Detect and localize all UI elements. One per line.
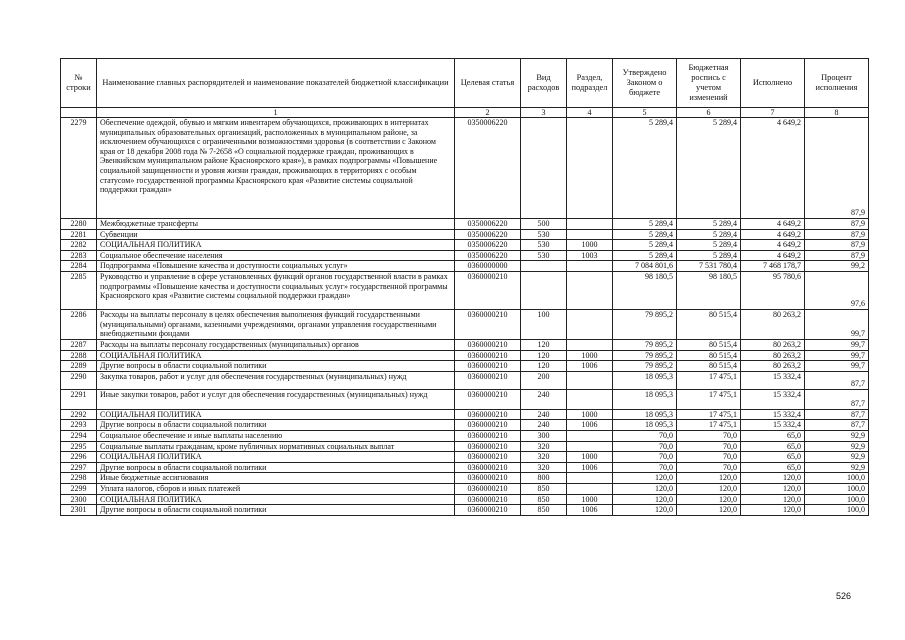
- row-name-cell: Другие вопросы в области социальной политики: [97, 361, 455, 372]
- row-number-cell: 2279: [61, 118, 97, 219]
- executed-cell: 65,0: [741, 441, 805, 452]
- executed-cell: 4 649,2: [741, 219, 805, 230]
- executed-cell: 15 332,4: [741, 371, 805, 389]
- percent-cell: 92,9: [805, 452, 869, 463]
- percent-cell: 87,7: [805, 389, 869, 409]
- target-article-cell: 0350006220: [455, 219, 521, 230]
- section-cell: 1006: [567, 420, 613, 431]
- header-executed: Исполнено: [741, 59, 805, 108]
- approved-cell: 79 895,2: [613, 309, 677, 339]
- row-number-cell: 2291: [61, 389, 97, 409]
- budget-document: [60, 58, 868, 516]
- percent-cell: 99,7: [805, 361, 869, 372]
- budget-list-cell: 70,0: [677, 462, 741, 473]
- expense-type-cell: 530: [521, 229, 567, 240]
- percent-cell: 97,6: [805, 271, 869, 309]
- table-row: [61, 371, 869, 389]
- expense-type-cell: 240: [521, 420, 567, 431]
- percent-cell: 87,9: [805, 219, 869, 230]
- table-row: [61, 430, 869, 441]
- row-name-cell: Другие вопросы в области социальной политики: [97, 420, 455, 431]
- approved-cell: 79 895,2: [613, 339, 677, 350]
- executed-cell: 7 468 178,7: [741, 261, 805, 272]
- budget-list-cell: 7 531 780,4: [677, 261, 741, 272]
- budget-list-cell: 120,0: [677, 505, 741, 516]
- row-number-cell: 2280: [61, 219, 97, 230]
- header-budget-list: Бюджетная роспись с учетом изменений: [677, 59, 741, 108]
- row-number-cell: 2283: [61, 250, 97, 261]
- table-row: [61, 483, 869, 494]
- row-number-cell: 2295: [61, 441, 97, 452]
- row-number-cell: 2300: [61, 494, 97, 505]
- header-section: Раздел, подраздел: [567, 59, 613, 108]
- row-name-cell: Социальное обеспечение и иные выплаты населению: [97, 430, 455, 441]
- executed-cell: 4 649,2: [741, 229, 805, 240]
- approved-cell: 18 095,3: [613, 420, 677, 431]
- budget-list-cell: 120,0: [677, 473, 741, 484]
- expense-type-cell: 320: [521, 462, 567, 473]
- section-cell: 1000: [567, 350, 613, 361]
- executed-cell: 65,0: [741, 452, 805, 463]
- percent-cell: 99,7: [805, 309, 869, 339]
- row-number-cell: 2293: [61, 420, 97, 431]
- approved-cell: 5 289,4: [613, 250, 677, 261]
- row-name-cell: Социальное обеспечение населения: [97, 250, 455, 261]
- budget-list-cell: 120,0: [677, 483, 741, 494]
- target-article-cell: 0350006220: [455, 250, 521, 261]
- executed-cell: 95 780,6: [741, 271, 805, 309]
- approved-cell: 5 289,4: [613, 219, 677, 230]
- section-cell: 1000: [567, 494, 613, 505]
- approved-cell: 120,0: [613, 483, 677, 494]
- percent-cell: 92,9: [805, 430, 869, 441]
- column-number: 6: [677, 108, 741, 118]
- row-number-cell: 2299: [61, 483, 97, 494]
- expense-type-cell: 120: [521, 361, 567, 372]
- column-number: 2: [455, 108, 521, 118]
- expense-type-cell: 240: [521, 409, 567, 420]
- row-name-cell: Подпрограмма «Повышение качества и доступности социальных услуг»: [97, 261, 455, 272]
- section-cell: [567, 118, 613, 219]
- approved-cell: 120,0: [613, 494, 677, 505]
- column-number: 8: [805, 108, 869, 118]
- target-article-cell: 0360000210: [455, 350, 521, 361]
- approved-cell: 79 895,2: [613, 361, 677, 372]
- row-name-cell: Расходы на выплаты персоналу государственных (муниципальных) органов: [97, 339, 455, 350]
- approved-cell: 18 095,3: [613, 371, 677, 389]
- header-target-article: Целевая статья: [455, 59, 521, 108]
- target-article-cell: 0360000210: [455, 361, 521, 372]
- table-row: [61, 229, 869, 240]
- row-name-cell: Закупка товаров, работ и услуг для обеспечения государственных (муниципальных) нужд: [97, 371, 455, 389]
- section-cell: [567, 309, 613, 339]
- table-row: [61, 240, 869, 251]
- percent-cell: 100,0: [805, 505, 869, 516]
- executed-cell: 80 263,2: [741, 361, 805, 372]
- approved-cell: 18 095,3: [613, 389, 677, 409]
- row-name-cell: Субвенции: [97, 229, 455, 240]
- row-number-cell: 2296: [61, 452, 97, 463]
- expense-type-cell: 850: [521, 505, 567, 516]
- percent-cell: 100,0: [805, 473, 869, 484]
- row-number-cell: 2297: [61, 462, 97, 473]
- table-row: [61, 505, 869, 516]
- expense-type-cell: 120: [521, 339, 567, 350]
- row-name-cell: Руководство и управление в сфере установленных функций органов государственной власти в рамках подпрограммы «Повышение качества и доступности социальных услуг» государственной программы Красноярского края «Развитие системы социальной поддержки граждан»: [97, 271, 455, 309]
- approved-cell: 79 895,2: [613, 350, 677, 361]
- row-number-cell: 2301: [61, 505, 97, 516]
- row-number-cell: 2292: [61, 409, 97, 420]
- column-number: 7: [741, 108, 805, 118]
- budget-list-cell: 70,0: [677, 452, 741, 463]
- expense-type-cell: 120: [521, 350, 567, 361]
- budget-list-cell: 17 475,1: [677, 409, 741, 420]
- column-number: 5: [613, 108, 677, 118]
- table-header-row: [61, 59, 869, 108]
- expense-type-cell: 300: [521, 430, 567, 441]
- budget-list-cell: 120,0: [677, 494, 741, 505]
- target-article-cell: 0360000210: [455, 309, 521, 339]
- table-row: [61, 462, 869, 473]
- budget-list-cell: 80 515,4: [677, 350, 741, 361]
- table-row: [61, 441, 869, 452]
- budget-list-cell: 70,0: [677, 441, 741, 452]
- header-name: Наименование главных распорядителей и наименование показателей бюджетной классификации: [97, 59, 455, 108]
- expense-type-cell: 530: [521, 240, 567, 251]
- row-number-cell: 2290: [61, 371, 97, 389]
- target-article-cell: 0360000210: [455, 430, 521, 441]
- budget-list-cell: 5 289,4: [677, 229, 741, 240]
- table-row: [61, 473, 869, 484]
- approved-cell: 70,0: [613, 462, 677, 473]
- row-number-cell: 2285: [61, 271, 97, 309]
- expense-type-cell: 320: [521, 441, 567, 452]
- executed-cell: 120,0: [741, 494, 805, 505]
- section-cell: [567, 371, 613, 389]
- target-article-cell: 0360000210: [455, 494, 521, 505]
- executed-cell: 120,0: [741, 483, 805, 494]
- percent-cell: 87,7: [805, 420, 869, 431]
- executed-cell: 15 332,4: [741, 389, 805, 409]
- table-row: [61, 219, 869, 230]
- target-article-cell: 0350006220: [455, 229, 521, 240]
- section-cell: [567, 261, 613, 272]
- executed-cell: 4 649,2: [741, 118, 805, 219]
- row-name-cell: Расходы на выплаты персоналу в целях обеспечения выполнения функций государственными (муниципальными) органами, казенными учреждениями, органами управления государственными внебюджетными фондами: [97, 309, 455, 339]
- row-name-cell: Уплата налогов, сборов и иных платежей: [97, 483, 455, 494]
- table-row: [61, 118, 869, 219]
- percent-cell: 87,9: [805, 229, 869, 240]
- approved-cell: 7 084 801,6: [613, 261, 677, 272]
- expense-type-cell: 850: [521, 483, 567, 494]
- expense-type-cell: 100: [521, 309, 567, 339]
- row-name-cell: Другие вопросы в области социальной политики: [97, 505, 455, 516]
- section-cell: [567, 229, 613, 240]
- percent-cell: 99,7: [805, 339, 869, 350]
- approved-cell: 5 289,4: [613, 240, 677, 251]
- table-row: [61, 389, 869, 409]
- target-article-cell: 0360000210: [455, 462, 521, 473]
- section-cell: 1000: [567, 452, 613, 463]
- budget-list-cell: 80 515,4: [677, 339, 741, 350]
- percent-cell: 87,9: [805, 118, 869, 219]
- target-article-cell: 0360000210: [455, 339, 521, 350]
- column-numbers-row: [61, 108, 869, 118]
- executed-cell: 80 263,2: [741, 350, 805, 361]
- header-approved: Утверждено Законом о бюджете: [613, 59, 677, 108]
- section-cell: [567, 441, 613, 452]
- target-article-cell: 0360000210: [455, 389, 521, 409]
- section-cell: 1006: [567, 505, 613, 516]
- executed-cell: 15 332,4: [741, 409, 805, 420]
- budget-list-cell: 5 289,4: [677, 118, 741, 219]
- executed-cell: 65,0: [741, 462, 805, 473]
- budget-list-cell: 80 515,4: [677, 309, 741, 339]
- budget-list-cell: 5 289,4: [677, 240, 741, 251]
- row-name-cell: Иные закупки товаров, работ и услуг для обеспечения государственных (муниципальных) нужд: [97, 389, 455, 409]
- row-name-cell: Социальные выплаты гражданам, кроме публичных нормативных социальных выплат: [97, 441, 455, 452]
- approved-cell: 98 180,5: [613, 271, 677, 309]
- approved-cell: 70,0: [613, 430, 677, 441]
- table-row: [61, 420, 869, 431]
- row-number-cell: 2286: [61, 309, 97, 339]
- table-row: [61, 339, 869, 350]
- expense-type-cell: 320: [521, 452, 567, 463]
- approved-cell: 5 289,4: [613, 118, 677, 219]
- approved-cell: 120,0: [613, 505, 677, 516]
- expense-type-cell: [521, 261, 567, 272]
- row-name-cell: СОЦИАЛЬНАЯ ПОЛИТИКА: [97, 350, 455, 361]
- percent-cell: 100,0: [805, 483, 869, 494]
- budget-list-cell: 17 475,1: [677, 389, 741, 409]
- expense-type-cell: 240: [521, 389, 567, 409]
- row-name-cell: Обеспечение одеждой, обувью и мягким инвентарем обучающихся, проживающих в интернатах муниципальных образовательных организаций, расположенных в муниципальном районе, за исключением обучающихся с ограниченными возможностями здоровья (в соответствии с Законом края от 18 декабря 2008 года № 7-2658 «О социальной поддержке граждан, проживающих в Эвенкийском муниципальном районе Красноярского края»), в рамках подпрограммы «Повышение социальной защищенности и уровня жизни граждан, проживающих в территориях с особым статусом» государственной программы Красноярского края «Развитие системы социальной поддержки граждан»: [97, 118, 455, 219]
- row-name-cell: СОЦИАЛЬНАЯ ПОЛИТИКА: [97, 240, 455, 251]
- table-row: [61, 271, 869, 309]
- row-number-cell: 2288: [61, 350, 97, 361]
- table-row: [61, 250, 869, 261]
- executed-cell: 120,0: [741, 505, 805, 516]
- target-article-cell: 0360000210: [455, 505, 521, 516]
- table-row: [61, 452, 869, 463]
- approved-cell: 5 289,4: [613, 229, 677, 240]
- budget-list-cell: 17 475,1: [677, 371, 741, 389]
- budget-list-cell: 70,0: [677, 430, 741, 441]
- percent-cell: 92,9: [805, 462, 869, 473]
- table-row: [61, 309, 869, 339]
- target-article-cell: 0360000210: [455, 271, 521, 309]
- executed-cell: 80 263,2: [741, 339, 805, 350]
- percent-cell: 100,0: [805, 494, 869, 505]
- target-article-cell: 0360000210: [455, 420, 521, 431]
- expense-type-cell: [521, 271, 567, 309]
- percent-cell: 99,7: [805, 350, 869, 361]
- row-number-cell: 2289: [61, 361, 97, 372]
- header-row-number: № строки: [61, 59, 97, 108]
- target-article-cell: 0360000000: [455, 261, 521, 272]
- budget-list-cell: 5 289,4: [677, 219, 741, 230]
- percent-cell: 92,9: [805, 441, 869, 452]
- approved-cell: 70,0: [613, 441, 677, 452]
- row-name-cell: СОЦИАЛЬНАЯ ПОЛИТИКА: [97, 494, 455, 505]
- table-row: [61, 350, 869, 361]
- approved-cell: 18 095,3: [613, 409, 677, 420]
- percent-cell: 87,7: [805, 371, 869, 389]
- executed-cell: 15 332,4: [741, 420, 805, 431]
- row-number-cell: 2282: [61, 240, 97, 251]
- budget-list-cell: 5 289,4: [677, 250, 741, 261]
- table-row: [61, 409, 869, 420]
- executed-cell: 65,0: [741, 430, 805, 441]
- expense-type-cell: 500: [521, 219, 567, 230]
- table-row: [61, 261, 869, 272]
- section-cell: 1000: [567, 409, 613, 420]
- approved-cell: 120,0: [613, 473, 677, 484]
- row-name-cell: Иные бюджетные ассигнования: [97, 473, 455, 484]
- column-number: 3: [521, 108, 567, 118]
- row-name-cell: СОЦИАЛЬНАЯ ПОЛИТИКА: [97, 409, 455, 420]
- header-expense-type: Вид расходов: [521, 59, 567, 108]
- budget-list-cell: 80 515,4: [677, 361, 741, 372]
- expense-type-cell: 200: [521, 371, 567, 389]
- table-row: [61, 361, 869, 372]
- row-number-cell: 2298: [61, 473, 97, 484]
- executed-cell: 4 649,2: [741, 240, 805, 251]
- section-cell: [567, 389, 613, 409]
- expense-type-cell: 530: [521, 250, 567, 261]
- percent-cell: 99,2: [805, 261, 869, 272]
- budget-list-cell: 17 475,1: [677, 420, 741, 431]
- target-article-cell: 0360000210: [455, 441, 521, 452]
- section-cell: [567, 339, 613, 350]
- row-number-cell: 2294: [61, 430, 97, 441]
- column-number: 4: [567, 108, 613, 118]
- budget-list-cell: 98 180,5: [677, 271, 741, 309]
- header-percent: Процент исполнения: [805, 59, 869, 108]
- page-number: 526: [836, 591, 852, 601]
- section-cell: 1006: [567, 462, 613, 473]
- target-article-cell: 0360000210: [455, 371, 521, 389]
- section-cell: [567, 473, 613, 484]
- row-name-cell: СОЦИАЛЬНАЯ ПОЛИТИКА: [97, 452, 455, 463]
- expense-type-cell: 850: [521, 494, 567, 505]
- section-cell: [567, 430, 613, 441]
- section-cell: [567, 271, 613, 309]
- executed-cell: 120,0: [741, 473, 805, 484]
- table-row: [61, 494, 869, 505]
- approved-cell: 70,0: [613, 452, 677, 463]
- expense-type-cell: 800: [521, 473, 567, 484]
- percent-cell: 87,9: [805, 250, 869, 261]
- section-cell: 1000: [567, 240, 613, 251]
- section-cell: [567, 219, 613, 230]
- percent-cell: 87,9: [805, 240, 869, 251]
- target-article-cell: 0360000210: [455, 452, 521, 463]
- column-number: 1: [97, 108, 455, 118]
- expense-type-cell: [521, 118, 567, 219]
- target-article-cell: 0360000210: [455, 483, 521, 494]
- budget-table: [60, 58, 869, 516]
- row-number-cell: 2284: [61, 261, 97, 272]
- row-name-cell: Другие вопросы в области социальной политики: [97, 462, 455, 473]
- target-article-cell: 0350006220: [455, 240, 521, 251]
- column-number-empty: [61, 108, 97, 118]
- row-number-cell: 2287: [61, 339, 97, 350]
- row-name-cell: Межбюджетные трансферты: [97, 219, 455, 230]
- section-cell: 1006: [567, 361, 613, 372]
- target-article-cell: 0360000210: [455, 473, 521, 484]
- target-article-cell: 0350006220: [455, 118, 521, 219]
- executed-cell: 80 263,2: [741, 309, 805, 339]
- section-cell: [567, 483, 613, 494]
- row-number-cell: 2281: [61, 229, 97, 240]
- percent-cell: 87,7: [805, 409, 869, 420]
- target-article-cell: 0360000210: [455, 409, 521, 420]
- executed-cell: 4 649,2: [741, 250, 805, 261]
- section-cell: 1003: [567, 250, 613, 261]
